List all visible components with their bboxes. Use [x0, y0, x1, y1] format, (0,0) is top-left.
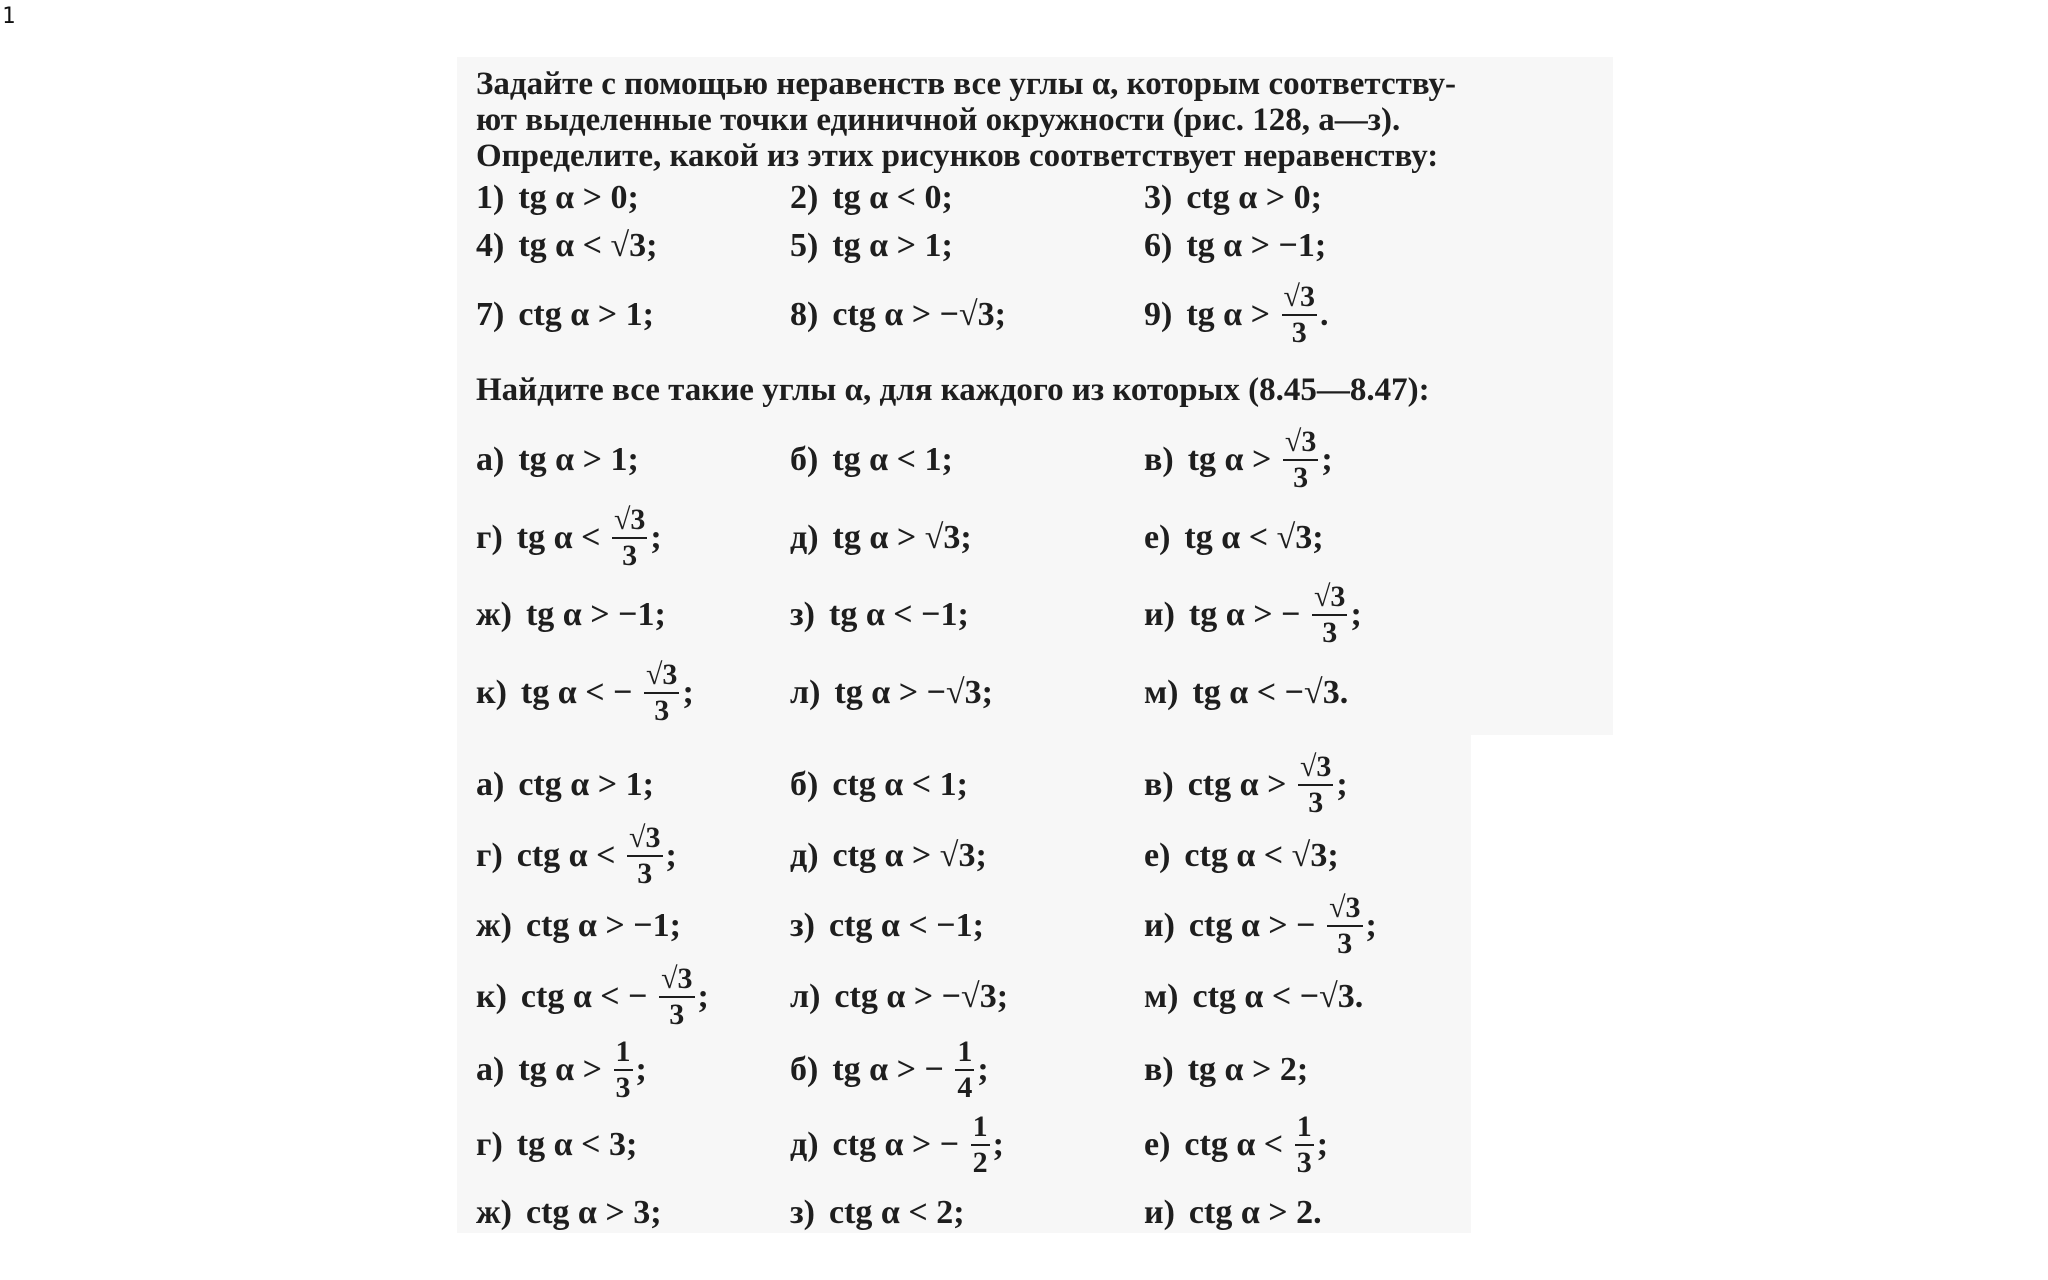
inequality-expression: tg α < √3; — [518, 227, 658, 264]
inequality-expression: tg α < — [516, 519, 609, 556]
inequality-expression: tg α > √3; — [832, 519, 972, 556]
inequality-expression: ctg α > − — [832, 1126, 968, 1163]
inequality-expression: tg α > — [518, 1051, 611, 1088]
fraction-denominator: 4 — [957, 1071, 973, 1104]
item-label: 2) — [790, 179, 819, 216]
item-label: г) — [476, 519, 503, 556]
inequality-item — [476, 430, 639, 490]
item-label: л) — [790, 978, 821, 1015]
inequality-expression: ctg α > −1; — [525, 907, 681, 944]
inequality-item — [476, 896, 681, 956]
inequality-expression: tg α < 3; — [516, 1126, 638, 1163]
inequality-expression: tg α > 1; — [832, 227, 953, 264]
inequality-punctuation: ; — [1365, 907, 1377, 944]
inequality-item — [1144, 1183, 1322, 1243]
inequality-punctuation: ; — [665, 837, 677, 874]
inequality-expression: tg α < −1; — [829, 596, 969, 633]
item-label: д) — [790, 519, 819, 556]
inequality-item — [476, 962, 709, 1031]
inequality-punctuation: . — [1319, 296, 1329, 333]
intro-line: Определите, какой из этих рисунков соответствует неравенству: — [476, 138, 1439, 174]
inequality-expression: tg α > — [1186, 296, 1279, 333]
inequality-item — [1144, 750, 1348, 819]
item-label: к) — [476, 978, 507, 1015]
inequality-expression: ctg α < −√3. — [1192, 978, 1364, 1015]
inequality-punctuation: ; — [1321, 441, 1333, 478]
fraction — [627, 823, 662, 889]
item-label: м) — [1144, 674, 1179, 711]
inequality-item — [1144, 967, 1363, 1027]
inequality-expression: tg α > − — [832, 1051, 953, 1088]
inequality-item — [790, 508, 972, 568]
inequality-item — [1144, 1040, 1308, 1100]
fraction — [1282, 282, 1317, 348]
fraction-denominator: 3 — [1322, 616, 1338, 649]
inequality-expression: ctg α < −1; — [829, 907, 984, 944]
inequality-item — [1144, 425, 1333, 494]
inequality-item — [1144, 1110, 1329, 1179]
inequality-expression: tg α > −1; — [1186, 227, 1327, 264]
item-label: 8) — [790, 296, 819, 333]
inequality-punctuation: ; — [1316, 1126, 1329, 1163]
inequality-punctuation: ; — [650, 519, 662, 556]
inequality-punctuation: ; — [1336, 766, 1348, 803]
item-label: а) — [476, 766, 505, 803]
inequality-item — [476, 503, 662, 572]
inequality-item — [1144, 216, 1326, 276]
item-label: в) — [1144, 766, 1174, 803]
task-heading: Найдите все такие углы α, для каждого из которых (8.45—8.47): — [476, 372, 1430, 408]
inequality-item — [790, 967, 1008, 1027]
inequality-expression: tg α > −√3; — [834, 674, 993, 711]
fraction-numerator: 1 — [614, 1037, 633, 1071]
fraction — [971, 1112, 990, 1178]
item-label: а) — [476, 1051, 505, 1088]
inequality-expression: ctg α < — [516, 837, 625, 874]
fraction-numerator: 1 — [971, 1112, 990, 1146]
fraction-denominator: 3 — [637, 857, 653, 890]
inequality-item — [1144, 826, 1339, 886]
inequality-item — [476, 1183, 662, 1243]
inequality-item — [790, 585, 969, 645]
inequality-item — [1144, 663, 1348, 723]
item-label: 7) — [476, 296, 505, 333]
fraction — [659, 964, 694, 1030]
fraction-numerator: √3 — [1327, 893, 1362, 927]
inequality-item — [1144, 891, 1377, 960]
inequality-item — [476, 216, 657, 276]
inequality-expression: ctg α > 2. — [1188, 1194, 1322, 1231]
fraction-numerator: √3 — [1298, 752, 1333, 786]
item-label: и) — [1144, 1194, 1175, 1231]
inequality-item — [476, 285, 654, 345]
intro-line: Задайте с помощью неравенств все углы α, которым соответству- — [476, 66, 1456, 102]
fraction-denominator: 3 — [669, 998, 685, 1031]
inequality-expression: tg α > 1; — [518, 441, 639, 478]
inequality-item — [476, 658, 694, 727]
item-label: 3) — [1144, 179, 1173, 216]
inequality-expression: ctg α > — [1187, 766, 1295, 803]
fraction-denominator: 3 — [1296, 1146, 1312, 1179]
fraction-denominator: 3 — [1293, 461, 1309, 494]
inequality-expression: tg α < 1; — [832, 441, 953, 478]
inequality-item — [790, 1110, 1004, 1179]
fraction-numerator: 1 — [1295, 1112, 1314, 1146]
intro-line: ют выделенные точки единичной окружности (рис. 128, а—з). — [476, 102, 1401, 138]
page-number: 1 — [2, 4, 16, 29]
fraction-numerator: √3 — [612, 505, 647, 539]
item-label: б) — [790, 1051, 819, 1088]
item-label: ж) — [476, 1194, 512, 1231]
inequality-item — [790, 755, 968, 815]
inequality-item — [476, 1115, 637, 1175]
inequality-expression: tg α > 2; — [1187, 1051, 1309, 1088]
inequality-expression: ctg α < 1; — [832, 766, 968, 803]
inequality-expression: ctg α > −√3; — [834, 978, 1009, 1015]
item-label: в) — [1144, 1051, 1174, 1088]
item-label: 5) — [790, 227, 819, 264]
inequality-item — [790, 896, 984, 956]
item-label: е) — [1144, 1126, 1171, 1163]
fraction-numerator: √3 — [1312, 582, 1347, 616]
inequality-expression: tg α < − — [520, 674, 641, 711]
inequality-item — [790, 826, 987, 886]
task-intro — [476, 66, 1606, 174]
inequality-expression: ctg α > 3; — [525, 1194, 662, 1231]
fraction-denominator: 3 — [1337, 927, 1353, 960]
inequality-expression: tg α > — [1187, 441, 1280, 478]
item-label: м) — [1144, 978, 1179, 1015]
inequality-item — [476, 1035, 647, 1104]
fraction — [1298, 752, 1333, 818]
item-label: л) — [790, 674, 821, 711]
fraction-numerator: 1 — [955, 1037, 974, 1071]
inequality-expression: tg α < 0; — [832, 179, 953, 216]
inequality-expression: ctg α > √3; — [832, 837, 987, 874]
fraction — [955, 1037, 974, 1103]
item-label: д) — [790, 1126, 819, 1163]
inequality-expression: tg α > −1; — [525, 596, 666, 633]
item-label: ж) — [476, 907, 512, 944]
inequality-item — [1144, 580, 1362, 649]
fraction — [1312, 582, 1347, 648]
inequality-item — [1144, 508, 1324, 568]
fraction-numerator: √3 — [1282, 282, 1317, 316]
item-label: б) — [790, 766, 819, 803]
fraction-denominator: 3 — [1291, 316, 1307, 349]
inequality-expression: ctg α < − — [520, 978, 657, 1015]
inequality-item — [790, 663, 993, 723]
item-label: е) — [1144, 519, 1171, 556]
inequality-item — [790, 285, 1006, 345]
inequality-expression: tg α < √3; — [1184, 519, 1324, 556]
fraction-numerator: √3 — [1283, 427, 1318, 461]
inequality-punctuation: ; — [992, 1126, 1004, 1163]
fraction — [612, 505, 647, 571]
inequality-expression: ctg α > 1; — [518, 766, 654, 803]
item-label: з) — [790, 907, 815, 944]
item-label: б) — [790, 441, 819, 478]
fraction — [614, 1037, 633, 1103]
fraction-denominator: 3 — [622, 539, 638, 572]
item-label: г) — [476, 1126, 503, 1163]
inequality-expression: ctg α > 1; — [518, 296, 654, 333]
inequality-item — [790, 216, 953, 276]
item-label: е) — [1144, 837, 1171, 874]
inequality-item — [790, 430, 953, 490]
item-label: г) — [476, 837, 503, 874]
item-label: и) — [1144, 907, 1175, 944]
fraction-denominator: 3 — [615, 1071, 631, 1104]
inequality-punctuation: ; — [635, 1051, 647, 1088]
item-label: д) — [790, 837, 819, 874]
fraction-numerator: √3 — [659, 964, 694, 998]
item-label: 4) — [476, 227, 505, 264]
inequality-item — [1144, 280, 1329, 349]
inequality-expression: ctg α > −√3; — [832, 296, 1006, 333]
inequality-item — [476, 585, 666, 645]
inequality-expression: tg α > − — [1188, 596, 1309, 633]
item-label: ж) — [476, 596, 512, 633]
item-label: 9) — [1144, 296, 1173, 333]
inequality-item — [476, 755, 654, 815]
item-label: к) — [476, 674, 507, 711]
item-label: а) — [476, 441, 505, 478]
item-label: 6) — [1144, 227, 1173, 264]
inequality-punctuation: ; — [682, 674, 694, 711]
inequality-item — [476, 821, 677, 890]
item-label: в) — [1144, 441, 1174, 478]
fraction — [1327, 893, 1362, 959]
item-label: з) — [790, 1194, 815, 1231]
item-label: и) — [1144, 596, 1175, 633]
fraction — [1295, 1112, 1314, 1178]
inequality-expression: tg α > 0; — [518, 179, 639, 216]
fraction-numerator: √3 — [627, 823, 662, 857]
inequality-expression: ctg α < — [1184, 1126, 1292, 1163]
fraction-denominator: 2 — [972, 1146, 988, 1179]
fraction-denominator: 3 — [1308, 786, 1324, 819]
item-label: 1) — [476, 179, 505, 216]
inequality-expression: ctg α > − — [1188, 907, 1325, 944]
item-label: з) — [790, 596, 815, 633]
inequality-item — [790, 1183, 965, 1243]
fraction — [1283, 427, 1318, 493]
inequality-expression: ctg α < 2; — [829, 1194, 965, 1231]
inequality-punctuation: ; — [1350, 596, 1362, 633]
fraction — [644, 660, 679, 726]
inequality-punctuation: ; — [977, 1051, 989, 1088]
inequality-expression: ctg α > 0; — [1186, 179, 1322, 216]
inequality-punctuation: ; — [697, 978, 709, 1015]
fraction-denominator: 3 — [654, 694, 670, 727]
inequality-expression: tg α < −√3. — [1192, 674, 1349, 711]
inequality-item — [790, 1035, 989, 1104]
inequality-expression: ctg α < √3; — [1184, 837, 1339, 874]
fraction-numerator: √3 — [644, 660, 679, 694]
